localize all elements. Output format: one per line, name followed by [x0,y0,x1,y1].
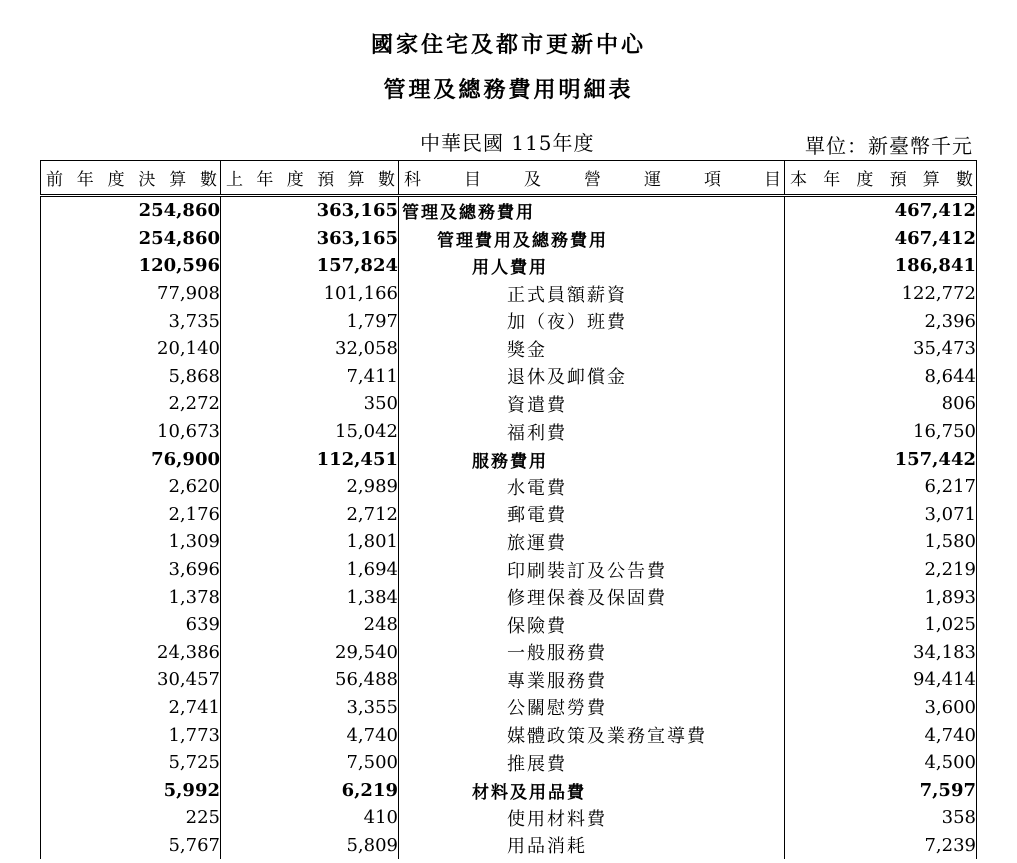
cell-this-budget: 157,442 [785,445,977,473]
cell-this-budget: 1,025 [785,611,977,639]
header-char: 決 [138,170,156,190]
cell-prev-final: 20,140 [41,335,221,363]
cell-item: 用品消耗 [399,832,785,860]
cell-this-budget: 3,600 [785,694,977,722]
cell-prev-final: 254,860 [41,196,221,225]
cell-prev-budget: 363,165 [221,225,399,253]
cell-this-budget: 467,412 [785,225,977,253]
header-char: 預 [889,170,907,190]
cell-item: 修理保養及保固費 [399,583,785,611]
cell-this-budget: 3,071 [785,501,977,529]
cell-prev-budget: 4,740 [221,721,399,749]
table-row [41,501,977,529]
table-row [41,418,977,446]
cell-prev-final: 2,620 [41,473,221,501]
header-char: 運 [644,170,661,190]
cell-item: 媒體政策及業務宣導費 [399,721,785,749]
cell-item: 管理及總務費用 [399,196,785,225]
cell-prev-budget: 32,058 [221,335,399,363]
header-char: 算 [169,170,187,190]
cell-item: 使用材料費 [399,804,785,832]
cell-prev-budget: 5,809 [221,832,399,860]
header-char: 算 [922,170,940,190]
table-row [41,776,977,804]
header-char: 上 [226,170,243,190]
cell-item: 一般服務費 [399,639,785,667]
cell-prev-final: 30,457 [41,666,221,694]
header-char: 數 [199,170,217,190]
cell-prev-budget: 7,411 [221,363,399,391]
cell-this-budget: 7,597 [785,776,977,804]
cell-this-budget: 2,396 [785,307,977,335]
cell-this-budget: 7,239 [785,832,977,860]
table-row [41,639,977,667]
cell-this-budget: 467,412 [785,196,977,225]
cell-prev-budget: 101,166 [221,280,399,308]
header-char: 度 [856,170,874,190]
cell-prev-final: 639 [41,611,221,639]
cell-prev-budget: 363,165 [221,196,399,225]
header-char: 目 [464,170,481,190]
cell-prev-final: 3,735 [41,307,221,335]
table-row [41,666,977,694]
budget-detail-table [40,160,977,859]
header-char: 數 [955,170,973,190]
cell-prev-budget: 1,384 [221,583,399,611]
cell-prev-budget: 410 [221,804,399,832]
cell-this-budget: 6,217 [785,473,977,501]
cell-item: 印刷裝訂及公告費 [399,556,785,584]
header-char: 前 [46,170,63,190]
header-char: 年 [823,170,841,190]
cell-this-budget: 806 [785,390,977,418]
cell-prev-budget: 248 [221,611,399,639]
cell-item: 專業服務費 [399,666,785,694]
table-row [41,804,977,832]
table-row [41,307,977,335]
cell-this-budget: 35,473 [785,335,977,363]
table-row [41,611,977,639]
cell-item: 推展費 [399,749,785,777]
cell-prev-final: 120,596 [41,252,221,280]
table-row [41,390,977,418]
cell-prev-budget: 56,488 [221,666,399,694]
cell-prev-budget: 15,042 [221,418,399,446]
header-prev-budget [221,161,399,196]
cell-this-budget: 186,841 [785,252,977,280]
header-char: 預 [317,170,335,190]
cell-prev-final: 225 [41,804,221,832]
report-title: 管理及總務費用明細表 [383,78,634,103]
table-row [41,721,977,749]
table-row [41,196,977,225]
cell-prev-budget: 1,797 [221,307,399,335]
table-row [41,252,977,280]
cell-this-budget: 1,580 [785,528,977,556]
cell-prev-budget: 2,989 [221,473,399,501]
table-header-row [41,161,977,196]
header-char: 本 [790,170,807,190]
header-char: 年 [76,170,94,190]
cell-item: 獎金 [399,335,785,363]
cell-prev-budget: 3,355 [221,694,399,722]
cell-prev-budget: 7,500 [221,749,399,777]
cell-prev-final: 24,386 [41,639,221,667]
header-prev-final [41,161,221,196]
header-item [399,161,785,196]
cell-prev-budget: 350 [221,390,399,418]
table-row [41,749,977,777]
cell-item: 用人費用 [399,252,785,280]
table-row [41,694,977,722]
cell-prev-budget: 29,540 [221,639,399,667]
header-char: 年 [256,170,274,190]
table-row [41,528,977,556]
cell-item: 退休及卹償金 [399,363,785,391]
org-title: 國家住宅及都市更新中心 [370,33,646,58]
cell-prev-final: 2,272 [41,390,221,418]
cell-prev-final: 2,176 [41,501,221,529]
header-char: 數 [377,170,395,190]
cell-item: 材料及用品費 [399,776,785,804]
cell-prev-final: 1,378 [41,583,221,611]
cell-prev-final: 1,773 [41,721,221,749]
cell-item: 公關慰勞費 [399,694,785,722]
cell-this-budget: 4,740 [785,721,977,749]
cell-this-budget: 358 [785,804,977,832]
cell-this-budget: 2,219 [785,556,977,584]
table-row [41,225,977,253]
table-row [41,363,977,391]
cell-prev-final: 5,992 [41,776,221,804]
cell-prev-final: 76,900 [41,445,221,473]
cell-this-budget: 1,893 [785,583,977,611]
cell-this-budget: 34,183 [785,639,977,667]
header-char: 算 [347,170,365,190]
table-row [41,583,977,611]
table-row [41,832,977,860]
cell-prev-final: 3,696 [41,556,221,584]
cell-this-budget: 122,772 [785,280,977,308]
cell-item: 服務費用 [399,445,785,473]
cell-this-budget: 8,644 [785,363,977,391]
header-char: 及 [524,170,541,190]
cell-prev-budget: 2,712 [221,501,399,529]
cell-item: 資遣費 [399,390,785,418]
cell-item: 郵電費 [399,501,785,529]
header-char: 營 [584,170,601,190]
cell-prev-budget: 1,694 [221,556,399,584]
header-char: 度 [286,170,304,190]
cell-prev-final: 10,673 [41,418,221,446]
header-this-budget [785,161,977,196]
header-char: 目 [764,170,781,190]
table-row [41,445,977,473]
cell-prev-final: 5,868 [41,363,221,391]
cell-item: 福利費 [399,418,785,446]
cell-item: 正式員額薪資 [399,280,785,308]
cell-this-budget: 4,500 [785,749,977,777]
cell-prev-final: 5,767 [41,832,221,860]
table-row [41,473,977,501]
table-row [41,280,977,308]
table-body [41,196,977,860]
cell-prev-budget: 1,801 [221,528,399,556]
cell-prev-budget: 157,824 [221,252,399,280]
cell-prev-budget: 112,451 [221,445,399,473]
cell-this-budget: 94,414 [785,666,977,694]
cell-prev-final: 5,725 [41,749,221,777]
cell-prev-final: 77,908 [41,280,221,308]
cell-item: 旅運費 [399,528,785,556]
table-row [41,556,977,584]
cell-item: 保險費 [399,611,785,639]
cell-item: 水電費 [399,473,785,501]
cell-item: 加（夜）班費 [399,307,785,335]
cell-this-budget: 16,750 [785,418,977,446]
table-row [41,335,977,363]
fiscal-year-label: 中華民國 115年度 [420,131,595,155]
cell-item: 管理費用及總務費用 [399,225,785,253]
cell-prev-budget: 6,219 [221,776,399,804]
cell-prev-final: 2,741 [41,694,221,722]
unit-label: 單位：新臺幣千元 [805,134,973,158]
cell-prev-final: 1,309 [41,528,221,556]
header-char: 科 [404,170,421,190]
cell-prev-final: 254,860 [41,225,221,253]
header-char: 度 [107,170,125,190]
header-char: 項 [704,170,721,190]
